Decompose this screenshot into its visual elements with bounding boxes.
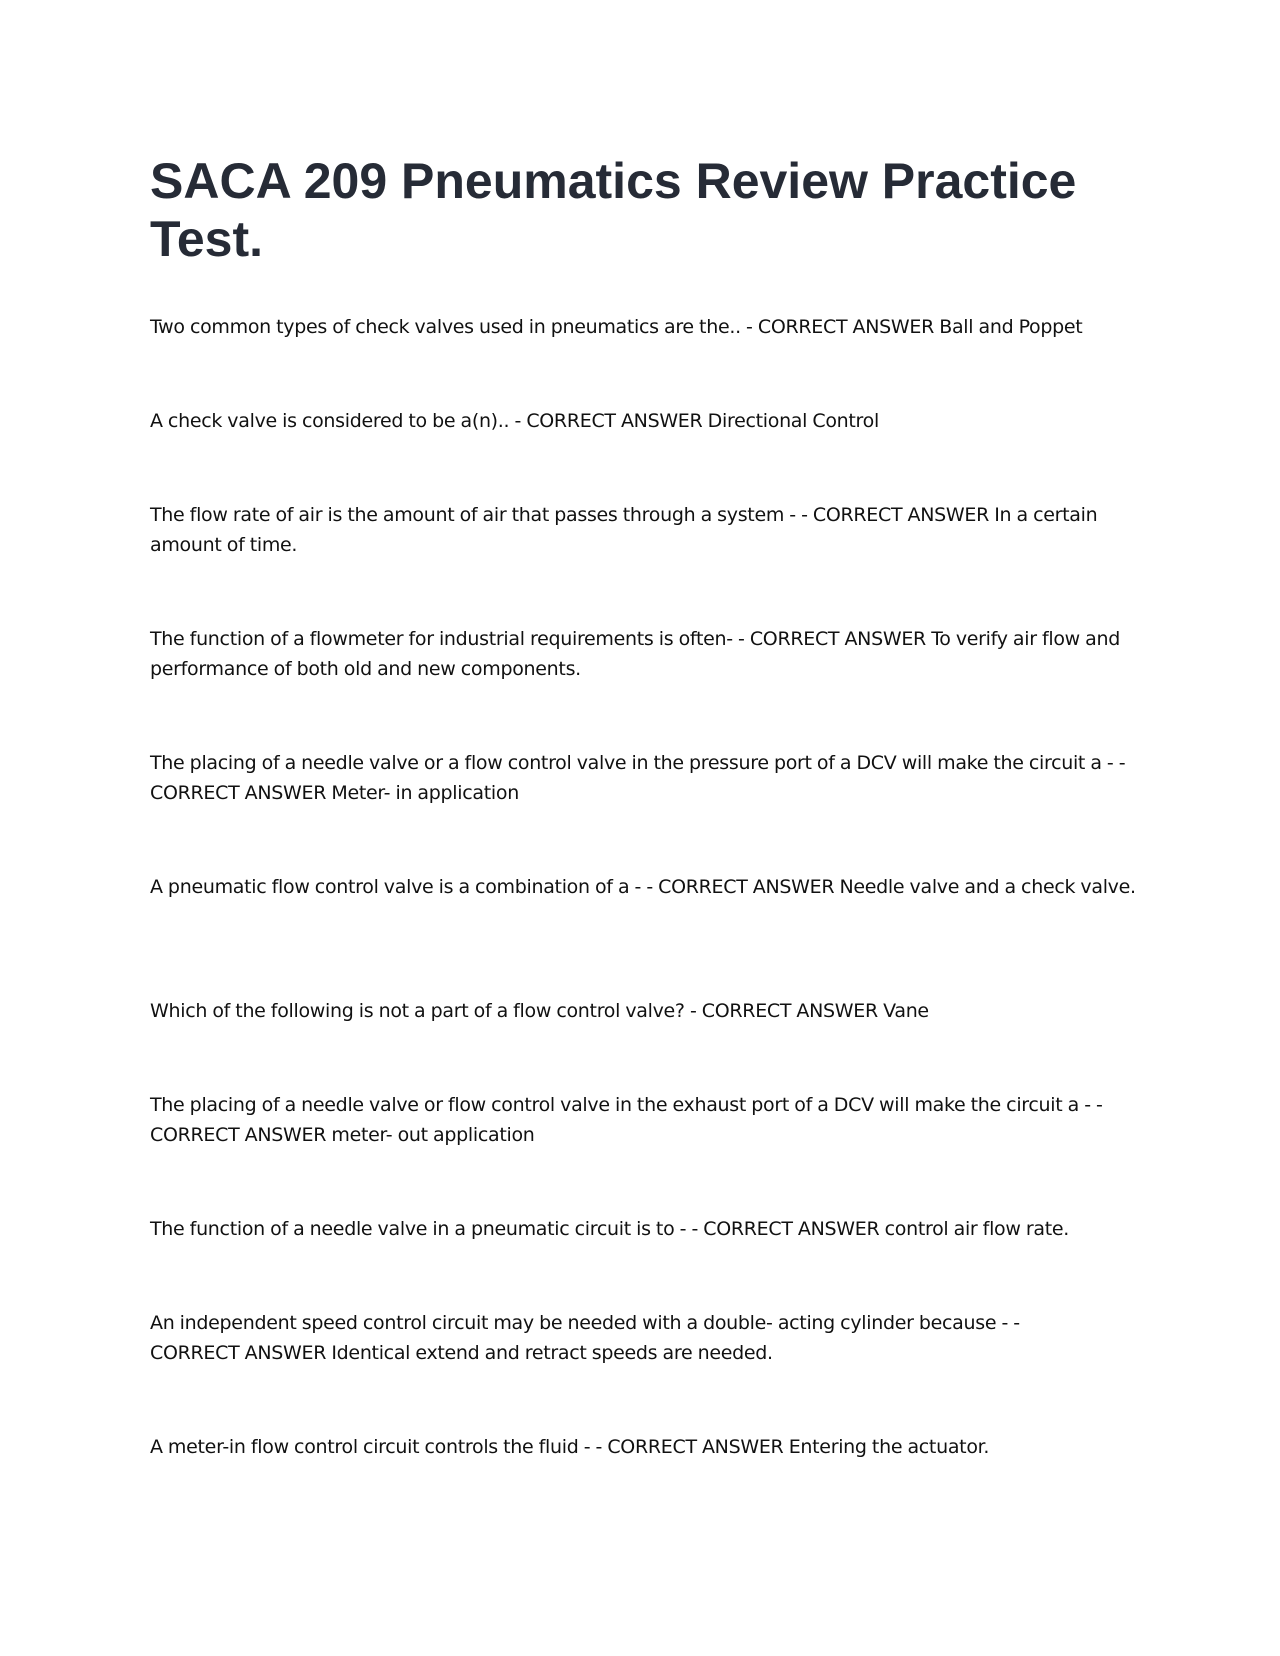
answer-label: CORRECT ANSWER bbox=[757, 316, 934, 338]
qa-item-11 bbox=[150, 1432, 1140, 1462]
answer-label: CORRECT ANSWER bbox=[150, 1342, 327, 1364]
qa-item-9 bbox=[150, 1214, 1140, 1244]
question-text: A check valve is considered to be a(n).. - bbox=[150, 410, 527, 432]
question-text: A meter-in flow control circuit controls the fluid - - bbox=[150, 1436, 608, 1458]
qa-item-8 bbox=[150, 1090, 1140, 1150]
answer-text: control air flow rate. bbox=[884, 1218, 1069, 1240]
question-text: A pneumatic flow control valve is a combination of a - - bbox=[150, 876, 659, 898]
answer-label: CORRECT ANSWER bbox=[150, 1124, 327, 1146]
question-text: The function of a needle valve in a pneumatic circuit is to - - bbox=[150, 1218, 704, 1240]
answer-label: CORRECT ANSWER bbox=[703, 1218, 880, 1240]
answer-text: Identical extend and retract speeds are needed. bbox=[331, 1342, 773, 1364]
answer-label: CORRECT ANSWER bbox=[658, 876, 835, 898]
qa-item-1 bbox=[150, 312, 1140, 342]
question-text: An independent speed control circuit may be needed with a double- acting cylinder because - - bbox=[150, 1312, 1020, 1334]
answer-label: CORRECT ANSWER bbox=[749, 628, 926, 650]
answer-label: CORRECT ANSWER bbox=[526, 410, 703, 432]
qa-item-5 bbox=[150, 748, 1140, 808]
qa-item-7 bbox=[150, 996, 1140, 1026]
answer-label: CORRECT ANSWER bbox=[150, 782, 327, 804]
qa-item-4 bbox=[150, 624, 1140, 684]
answer-label: CORRECT ANSWER bbox=[701, 1000, 878, 1022]
answer-text: Ball and Poppet bbox=[939, 316, 1083, 338]
answer-text: Needle valve and a check valve. bbox=[839, 876, 1136, 898]
question-text: The placing of a needle valve or a flow control valve in the pressure port of a DCV will make the circuit a - - bbox=[150, 752, 1126, 774]
answer-text: Vane bbox=[883, 1000, 929, 1022]
answer-text: To verify air flow and performance of both old and new components. bbox=[150, 628, 1120, 680]
qa-item-10 bbox=[150, 1308, 1140, 1368]
answer-text: Directional Control bbox=[707, 410, 879, 432]
question-text: The placing of a needle valve or flow control valve in the exhaust port of a DCV will make the circuit a - - bbox=[150, 1094, 1103, 1116]
question-text: The flow rate of air is the amount of air that passes through a system - - bbox=[150, 504, 813, 526]
answer-label: CORRECT ANSWER bbox=[607, 1436, 784, 1458]
qa-item-2 bbox=[150, 406, 1140, 436]
qa-item-3 bbox=[150, 500, 1140, 560]
question-text: The function of a flowmeter for industrial requirements is often- - bbox=[150, 628, 750, 650]
answer-text: Meter- in application bbox=[331, 782, 519, 804]
answer-text: meter- out application bbox=[331, 1124, 535, 1146]
answer-text: Entering the actuator. bbox=[788, 1436, 990, 1458]
question-text: Which of the following is not a part of a flow control valve? - bbox=[150, 1000, 702, 1022]
question-text: Two common types of check valves used in pneumatics are the.. - bbox=[150, 316, 758, 338]
qa-item-6 bbox=[150, 872, 1140, 902]
document-title: SACA 209 Pneumatics Review Practice Test. bbox=[150, 153, 1077, 267]
answer-label: CORRECT ANSWER bbox=[812, 504, 989, 526]
answer-text: In a certain amount of time. bbox=[150, 504, 1098, 556]
